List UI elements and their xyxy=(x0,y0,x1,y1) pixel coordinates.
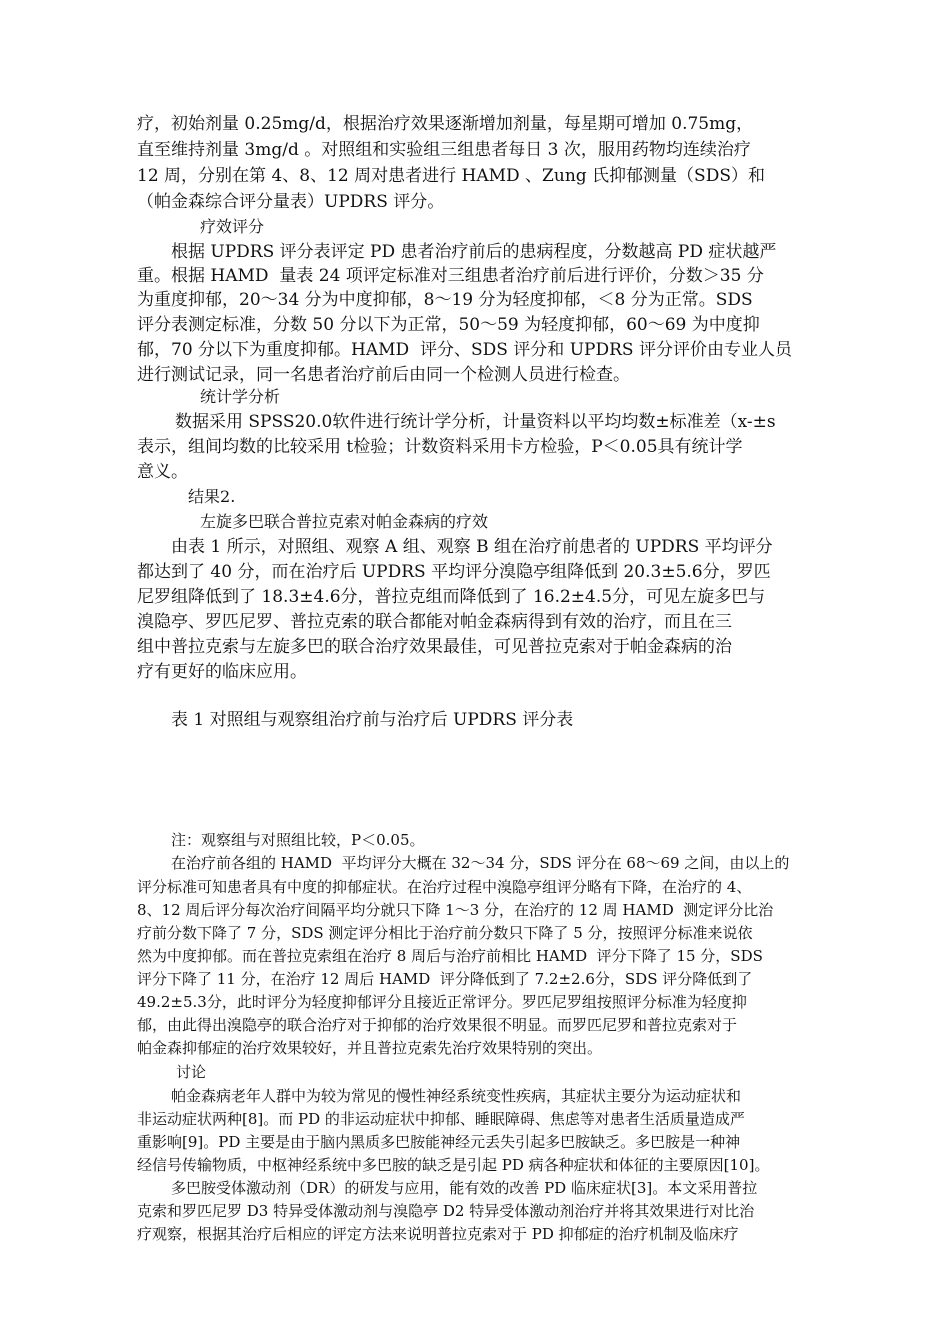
section-heading-results xyxy=(188,489,235,505)
paragraph-line: 12 周，分别在第 4、8、12 周对患者进行 HAMD 、Zung 氏抑郁测量（SDS）和 xyxy=(137,166,765,186)
paragraph-line: 帕金森病老年人群中为较为常见的慢性神经系统变性疾病，其症状主要分为运动症状和 xyxy=(171,1087,742,1105)
paragraph-line: 组中普拉克索与左旋多巴的联合治疗效果最佳，可见普拉克索对于帕金森病的治 xyxy=(137,637,732,657)
paragraph-line: 都达到了 40 分，而在治疗后 UPDRS 平均评分溴隐亭组降低到 20.3±5.6分，罗匹 xyxy=(137,562,771,582)
paragraph-line: 郁，70 分以下为重度抑郁。HAMD 评分、SDS 评分和 UPDRS 评分评价由专业人员 xyxy=(137,340,792,360)
paragraph-line: 帕金森抑郁症的治疗效果较好，并且普拉克索先治疗效果特别的突出。 xyxy=(137,1039,603,1057)
paragraph-line: 非运动症状两种[8]。而 PD 的非运动症状中抑郁、睡眠障碍、焦虑等对患者生活质量造成严 xyxy=(137,1110,745,1128)
paragraph-line: 重。根据 HAMD 量表 24 项评定标准对三组患者治疗前后进行评价，分数＞35 分 xyxy=(137,266,764,286)
subsection-heading-efficacy: 左旋多巴联合普拉克索对帕金森病的疗效 xyxy=(200,512,489,531)
paragraph-line: 溴隐亭、罗匹尼罗、普拉克索的联合都能对帕金森病得到有效的治疗，而且在三 xyxy=(137,612,732,632)
paragraph-line: 评分标准可知患者具有中度的抑郁症状。在治疗过程中溴隐亭组评分略有下降，在治疗的 4、 xyxy=(137,878,752,896)
paragraph-line: 评分下降了 11 分，在治疗 12 周后 HAMD 评分降低到了 7.2±2.6分，SDS 评分降低到了 xyxy=(137,970,753,988)
paragraph-line: 然为中度抑郁。而在普拉克索组在治疗 8 周后与治疗前相比 HAMD 评分下降了 15 分，SDS xyxy=(137,947,763,965)
paragraph-line: 根据 UPDRS 评分表评定 PD 患者治疗前后的患病程度，分数越高 PD 症状越严 xyxy=(171,242,777,262)
paragraph-line: 表示，组间均数的比较采用 t检验；计数资料采用卡方检验，P＜0.05具有统计学 xyxy=(137,437,743,457)
paragraph-line: 数据采用 SPSS20.0软件进行统计学分析，计量资料以平均均数±标准差（x-±s xyxy=(175,412,776,432)
paragraph-line: 进行测试记录，同一名患者治疗前后由同一个检测人员进行检查。 xyxy=(137,365,630,385)
paragraph-line: （帕金森综合评分量表）UPDRS 评分。 xyxy=(137,192,445,212)
results-title: 结果 xyxy=(188,487,221,506)
paragraph-line: 为重度抑郁，20～34 分为中度抑郁，8～19 分为轻度抑郁，＜8 分为正常。SDS xyxy=(137,290,753,310)
paragraph-line: 经信号传输物质，中枢神经系统中多巴胺的缺乏是引起 PD 病各种症状和体征的主要原因[10]。 xyxy=(137,1156,770,1174)
paragraph-line: 郁，由此得出溴隐亭的联合治疗对于抑郁的治疗效果很不明显。而罗匹尼罗和普拉克索对于 xyxy=(137,1016,738,1034)
paragraph-line: 疗前分数下降了 7 分，SDS 测定评分相比于治疗前分数只下降了 5 分，按照评分标准来说依 xyxy=(137,924,753,942)
results-number: 2. xyxy=(220,487,236,506)
paragraph-line: 直至维持剂量 3mg/d 。对照组和实验组三组患者每日 3 次，服用药物均连续治疗 xyxy=(137,140,751,160)
section-heading-discussion: 讨论 xyxy=(176,1063,207,1081)
paragraph-line: 49.2±5.3分，此时评分为轻度抑郁评分且接近正常评分。罗匹尼罗组按照评分标准为轻度抑 xyxy=(137,993,747,1011)
paragraph-line: 疗有更好的临床应用。 xyxy=(137,662,307,682)
paragraph-line: 疗，初始剂量 0.25mg/d，根据治疗效果逐渐增加剂量，每星期可增加 0.75mg， xyxy=(137,114,754,134)
paragraph-line: 8、12 周后评分每次治疗间隔平均分就只下降 1～3 分，在治疗的 12 周 HAMD 测定评分比治 xyxy=(137,901,774,919)
paragraph-line: 尼罗组降低到了 18.3±4.6分，普拉克组而降低到了 16.2±4.5分，可见左旋多巴与 xyxy=(137,587,766,607)
table-caption: 表 1 对照组与观察组治疗前与治疗后 UPDRS 评分表 xyxy=(171,710,574,730)
paragraph-line: 在治疗前各组的 HAMD 平均评分大概在 32～34 分，SDS 评分在 68～69 之间，由以上的 xyxy=(171,854,790,872)
paragraph-line: 疗观察，根据其治疗后相应的评定方法来说明普拉克索对于 PD 抑郁症的治疗机制及临床疗 xyxy=(137,1225,739,1243)
section-heading-efficacy: 疗效评分 xyxy=(200,217,265,236)
section-heading-stats: 统计学分析 xyxy=(200,387,281,406)
paragraph-line: 重影响[9]。PD 主要是由于脑内黑质多巴胺能神经元丢失引起多巴胺缺乏。多巴胺是一种神 xyxy=(137,1133,741,1151)
paragraph-line: 由表 1 所示，对照组、观察 A 组、观察 B 组在治疗前患者的 UPDRS 平均评分 xyxy=(171,537,773,557)
paragraph-line: 多巴胺受体激动剂（DR）的研发与应用，能有效的改善 PD 临床症状[3]。本文采用普拉 xyxy=(171,1179,758,1197)
paragraph-line: 克索和罗匹尼罗 D3 特异受体激动剂与溴隐亭 D2 特异受体激动剂治疗并将其效果进行对比治 xyxy=(137,1202,755,1220)
paragraph-line: 意义。 xyxy=(137,462,188,482)
paragraph-line: 评分表测定标准，分数 50 分以下为正常，50～59 为轻度抑郁，60～69 为中度抑 xyxy=(137,315,760,335)
table-note: 注：观察组与对照组比较，P＜0.05。 xyxy=(171,831,425,849)
